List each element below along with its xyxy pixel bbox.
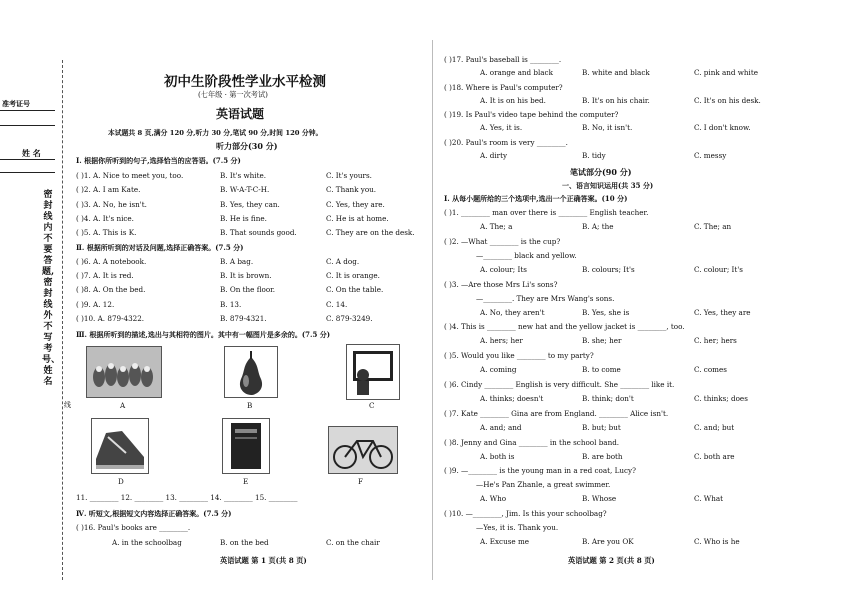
s1-item-2-option-b[interactable]: B. Yes, they can. (220, 199, 280, 209)
s2-item-1-stem: ( )7. A. It is red. (76, 271, 134, 281)
s2-item-4-option-b[interactable]: B. 879-4321. (220, 313, 267, 323)
s1-item-3-stem: ( )4. A. It's nice. (76, 213, 134, 223)
grammar-q6-option-b[interactable]: B. think; don't (582, 394, 634, 403)
s1-item-1-option-c[interactable]: C. Thank you. (326, 185, 377, 195)
s1-item-4-stem: ( )5. A. This is K. (76, 228, 137, 238)
s2-item-2-stem: ( )8. A. On the bed. (76, 285, 146, 295)
s2-item-0-stem: ( )6. A. A notebook. (76, 257, 147, 266)
listening-question-20: ( )20. Paul's room is very ________. (444, 137, 568, 147)
answer-blanks-11-15[interactable]: 11. ________ 12. ________ 13. ________ 14. ________ 15. ________ (76, 493, 298, 502)
picture-label-e: E (243, 477, 249, 486)
grammar-question-3: ( )3. —Are those Mrs Li's sons? (444, 279, 558, 289)
grammar-q10-option-a[interactable]: A. Excuse me (480, 537, 530, 547)
picture-label-f: F (358, 477, 363, 486)
q16-option-c[interactable]: C. on the chair (326, 538, 380, 547)
grammar-q10-option-c[interactable]: C. Who is he (694, 537, 740, 547)
picture-e (222, 418, 270, 474)
seal-notice: 密封线内不要答题,密封线外不写考号、姓名 (42, 190, 61, 387)
listening-q20-option-b[interactable]: B. tidy (582, 150, 606, 160)
exam-title: 初中生阶段性学业水平检测 (164, 74, 326, 90)
seal-line (62, 60, 63, 580)
grammar-q7-option-b[interactable]: B. but; but (582, 422, 621, 432)
s2-item-0-option-c[interactable]: C. A dog. (326, 257, 360, 266)
grammar-q1-option-b[interactable]: B. A; the (582, 222, 614, 231)
s1-item-3-option-b[interactable]: B. He is fine. (220, 213, 267, 223)
exam-number-label: 准考证号 (2, 99, 30, 108)
paper-title: 英语试题 (216, 107, 265, 121)
grammar-q9-option-c[interactable]: C. What (694, 494, 724, 504)
grammar-q7-option-c[interactable]: C. and; but (694, 422, 735, 432)
listening-q19-option-b[interactable]: B. No, it isn't. (582, 123, 633, 132)
listening-q20-option-a[interactable]: A. dirty (480, 150, 508, 160)
grammar-question-9: ( )9. —________ is the young man in a red coat, Lucy? (444, 466, 636, 476)
grammar-question-10-line2: —Yes, it is. Thank you. (476, 523, 559, 533)
grammar-q3-option-a[interactable]: A. No, they aren't (480, 307, 545, 317)
grammar-q5-option-b[interactable]: B. to come (582, 365, 621, 375)
listening-q18-option-a[interactable]: A. It is on his bed. (480, 95, 546, 105)
grammar-q2-option-b[interactable]: B. colours; It's (582, 264, 635, 274)
grammar-q9-option-a[interactable]: A. Who (480, 494, 507, 504)
section-1-title: Ⅰ. 根据你所听到的句子,选择恰当的应答语。(7.5 分) (76, 156, 241, 165)
grammar-q8-option-c[interactable]: C. both are (694, 451, 735, 461)
grammar-question-4: ( )4. This is ________ new hat and the yellow jacket is ________, too. (444, 322, 685, 332)
grammar-question-10: ( )10. —________, Jim. Is this your schoolbag? (444, 509, 607, 519)
grammar-question-3-line2: —________. They are Mrs Wang's sons. (476, 293, 615, 303)
picture-label-b: B (247, 401, 253, 410)
grammar-q7-option-a[interactable]: A. and; and (480, 422, 522, 432)
s2-item-0-option-b[interactable]: B. A bag. (220, 257, 254, 266)
grammar-q3-option-c[interactable]: C. Yes, they are (694, 307, 751, 317)
s1-item-4-option-c[interactable]: C. They are on the desk. (326, 228, 415, 238)
grammar-question-1: ( )1. ________ man over there is ________ English teacher. (444, 208, 649, 217)
seal-line-char: 线 (64, 401, 71, 409)
s2-item-3-option-c[interactable]: C. 14. (326, 299, 348, 309)
picture-f (328, 426, 398, 474)
picture-a (86, 346, 162, 398)
listening-heading: 听力部分(30 分) (216, 141, 278, 151)
section-4-title: Ⅳ. 听短文,根据短文内容选择正确答案。(7.5 分) (76, 509, 232, 518)
section-2-title: Ⅱ. 根据所听到的对话及问题,选择正确答案。(7.5 分) (76, 243, 244, 252)
page-divider (432, 40, 433, 580)
s2-item-4-option-c[interactable]: C. 879-3249. (326, 313, 373, 323)
s1-item-4-option-b[interactable]: B. That sounds good. (220, 228, 297, 238)
q16-option-b[interactable]: B. on the bed (220, 538, 269, 547)
s2-item-1-option-c[interactable]: C. It is orange. (326, 271, 380, 281)
grammar-question-8: ( )8. Jenny and Gina ________ in the school band. (444, 437, 620, 447)
picture-label-d: D (118, 477, 124, 486)
listening-question-17: ( )17. Paul's baseball is ________. (444, 55, 562, 64)
grammar-question-2-line2: —________ black and yellow. (476, 250, 577, 260)
s2-item-2-option-c[interactable]: C. On the table. (326, 285, 384, 295)
grammar-q2-option-c[interactable]: C. colour; It's (694, 264, 743, 274)
written-heading: 笔试部分(90 分) (570, 167, 632, 177)
grammar-q9-option-b[interactable]: B. Whose (582, 494, 617, 504)
s1-item-2-option-c[interactable]: C. Yes, they are. (326, 199, 385, 209)
listening-q18-option-b[interactable]: B. It's on his chair. (582, 95, 650, 105)
s2-item-2-option-b[interactable]: B. On the floor. (220, 285, 276, 295)
grammar-q1-option-c[interactable]: C. The; an (694, 222, 732, 231)
listening-q18-option-c[interactable]: C. It's on his desk. (694, 95, 761, 105)
s1-item-3-option-c[interactable]: C. He is at home. (326, 213, 389, 223)
s1-item-0-option-c[interactable]: C. It's yours. (326, 171, 372, 180)
listening-q19-option-c[interactable]: C. I don't know. (694, 123, 751, 132)
s1-item-0-option-b[interactable]: B. It's white. (220, 171, 267, 180)
s1-item-1-option-b[interactable]: B. W-A-T-C-H. (220, 185, 270, 195)
grammar-q6-option-a[interactable]: A. thinks; doesn't (480, 394, 544, 403)
listening-q17-option-b[interactable]: B. white and black (582, 68, 650, 77)
s2-item-4-stem: ( )10. A. 879-4322. (76, 313, 145, 323)
grammar-q6-option-c[interactable]: C. thinks; does (694, 394, 748, 403)
picture-d (91, 418, 149, 474)
s1-item-2-stem: ( )3. A. No, he isn't. (76, 199, 147, 209)
name-label: 姓 名 (22, 148, 41, 158)
listening-question-18: ( )18. Where is Paul's computer? (444, 82, 563, 92)
grammar-question-2: ( )2. —What ________ is the cup? (444, 236, 561, 246)
grammar-q5-option-a[interactable]: A. coming (480, 365, 517, 375)
section-3-title: Ⅲ. 根据所听到的描述,选出与其相符的图片。其中有一幅图片是多余的。(7.5 分) (76, 330, 331, 339)
listening-q19-option-a[interactable]: A. Yes, it is. (480, 123, 523, 132)
grammar-q4-option-b[interactable]: B. she; her (582, 336, 622, 346)
listening-q20-option-c[interactable]: C. messy (694, 150, 727, 160)
grammar-q8-option-a[interactable]: A. both is (480, 451, 515, 461)
page-2-footer: 英语试题 第 2 页(共 8 页) (568, 556, 655, 565)
listening-q17-option-c[interactable]: C. pink and white (694, 68, 759, 77)
written-section-1-title: Ⅰ. 从每小题所给的三个选项中,选出一个正确答案。(10 分) (444, 194, 628, 203)
q16-option-a[interactable]: A. in the schoolbag (112, 538, 182, 547)
picture-label-c: C (369, 401, 375, 410)
grammar-q10-option-b[interactable]: B. Are you OK (582, 537, 634, 547)
exam-subtitle: (七年级 · 第一次考试) (198, 90, 268, 99)
grammar-q3-option-b[interactable]: B. Yes, she is (582, 307, 630, 317)
grammar-question-6: ( )6. Cindy ________ English is very difficult. She ________ like it. (444, 380, 675, 389)
s1-item-0-stem: ( )1. A. Nice to meet you, too. (76, 171, 184, 180)
grammar-q2-option-a[interactable]: A. colour; Its (480, 264, 527, 274)
page-1-footer: 英语试题 第 1 页(共 8 页) (220, 556, 307, 565)
listening-q17-option-a[interactable]: A. orange and black (480, 68, 553, 77)
grammar-q4-option-a[interactable]: A. hers; her (480, 336, 523, 346)
picture-c (346, 344, 400, 400)
page-1 (72, 0, 432, 609)
question-16: ( )16. Paul's books are ________. (76, 523, 191, 532)
grammar-q4-option-c[interactable]: C. her; hers (694, 336, 737, 346)
s2-item-3-option-b[interactable]: B. 13. (220, 299, 242, 309)
exam-note: 本试题共 8 页,满分 120 分,听力 30 分,笔试 90 分,时间 120 分钟。 (108, 129, 323, 137)
grammar-question-7: ( )7. Kate ________ Gina are from England. ________ Alice isn't. (444, 408, 669, 418)
part-1-heading: 一、语言知识运用(共 35 分) (562, 181, 654, 190)
s1-item-1-stem: ( )2. A. I am Kate. (76, 185, 141, 195)
listening-question-19: ( )19. Is Paul's video tape behind the computer? (444, 110, 619, 119)
s2-item-3-stem: ( )9. A. 12. (76, 299, 115, 309)
grammar-question-5: ( )5. Would you like ________ to my party? (444, 351, 594, 361)
grammar-q8-option-b[interactable]: B. are both (582, 451, 623, 461)
grammar-question-9-line2: —He's Pan Zhanle, a great swimmer. (476, 480, 611, 490)
grammar-q5-option-c[interactable]: C. comes (694, 365, 727, 375)
picture-label-a: A (120, 401, 126, 410)
grammar-q1-option-a[interactable]: A. The; a (480, 222, 513, 231)
picture-b (224, 346, 278, 398)
page-2 (440, 0, 860, 609)
s2-item-1-option-b[interactable]: B. It is brown. (220, 271, 272, 281)
